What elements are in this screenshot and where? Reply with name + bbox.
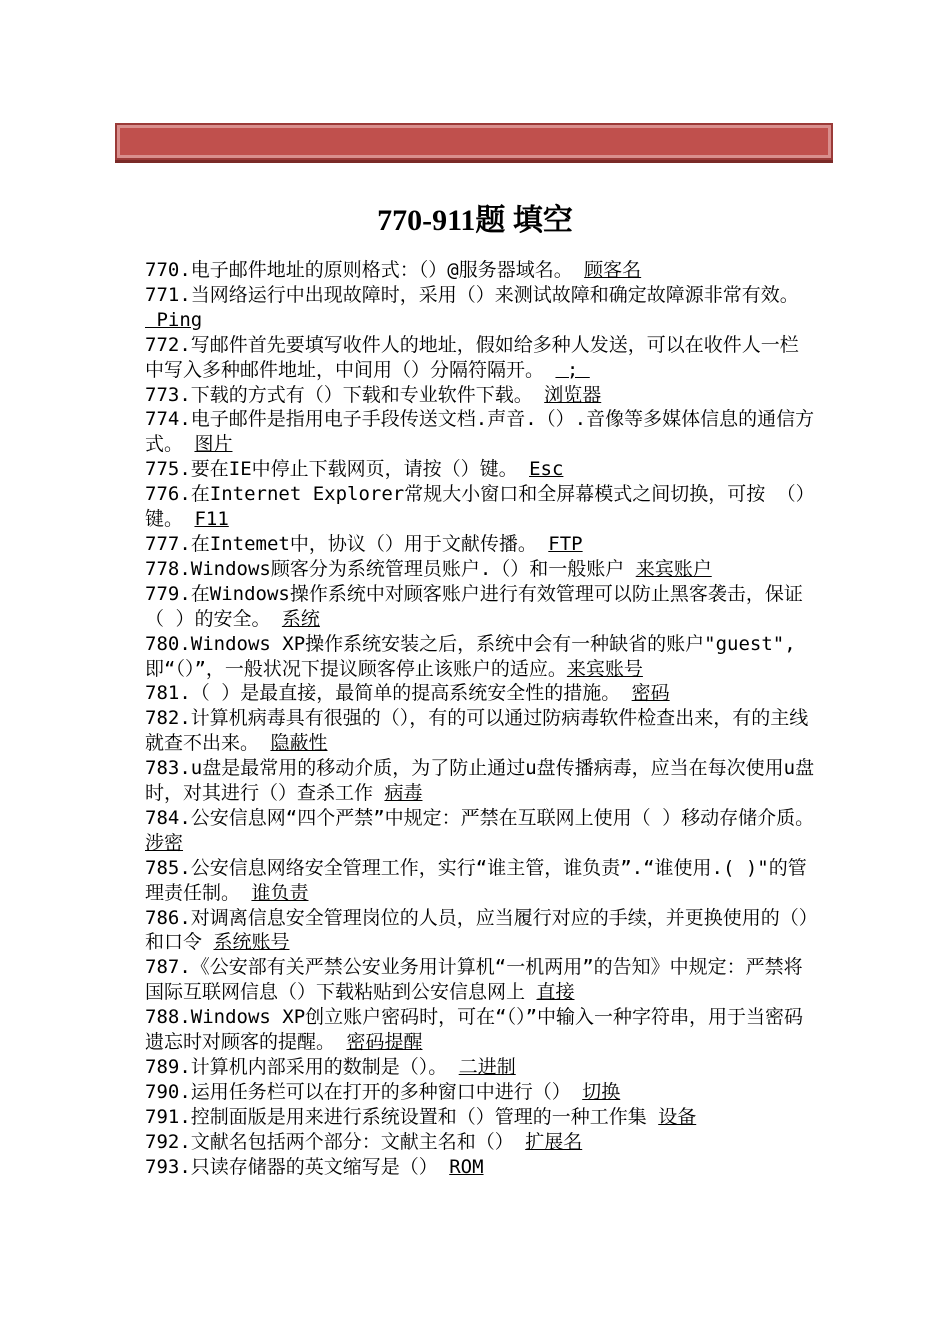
answer-text: 密码提醒 (346, 1031, 423, 1054)
answer-text: 切换 (582, 1080, 621, 1103)
question-item (145, 1155, 815, 1180)
question-text: 789.计算机内部采用的数制是（）。 (145, 1056, 459, 1078)
question-text: 787.《公安部有关严禁公安业务用计算机“一机两用”的告知》中规定：严禁将国际互联网信息（）下载粘贴到公安信息网上 (145, 956, 803, 1004)
question-item (145, 258, 815, 283)
answer-text: 系统 (281, 607, 320, 630)
question-text: 791.控制面版是用来进行系统设置和（）管理的一种工作集 (145, 1105, 659, 1128)
answer-text: 设备 (658, 1105, 697, 1128)
page-title: 770-911题 填空 (377, 204, 573, 237)
question-item (145, 955, 815, 1005)
question-text: 775.要在IE中停止下载网页，请按（）键。 (145, 458, 530, 481)
question-text: 779.在Windows操作系统中对顾客账户进行有效管理可以防止黑客袭击，保证（ ）的安全。 (145, 582, 803, 630)
answer-text: 谁负责 (251, 881, 309, 904)
answer-text: FTP (548, 532, 583, 555)
question-item (145, 383, 815, 408)
question-text: 776.在Internet Explorer常规大小窗口和全屏幕模式之间切换，可按 （）键。 (145, 483, 815, 531)
question-item (145, 856, 815, 906)
question-item (145, 806, 815, 856)
question-item (145, 1105, 815, 1130)
question-item (145, 557, 815, 582)
question-item (145, 1005, 815, 1055)
answer-text: Esc (529, 458, 564, 481)
question-item (145, 532, 815, 557)
question-text: 778.Windows顾客分为系统管理员账户.（）和一般账户 (145, 557, 636, 580)
answer-text: 系统账号 (213, 931, 290, 954)
question-item (145, 482, 815, 532)
question-text: 781.（ ）是最直接，最简单的提高系统安全性的措施。 (145, 682, 632, 705)
answer-text: F11 (194, 508, 229, 531)
answer-text: 浏览器 (544, 383, 602, 406)
question-item (145, 283, 815, 333)
question-text: 792.文献名包括两个部分：文献主名和（） (145, 1130, 526, 1153)
answer-text: 来宾账号 (566, 657, 643, 680)
answer-text: 扩展名 (525, 1130, 583, 1153)
question-list (145, 258, 815, 1180)
answer-text: 图片 (194, 433, 233, 456)
question-text: 772.写邮件首先要填写收件人的地址，假如给多种人发送，可以在收件人一栏中写入多种邮件地址，中间用（）分隔符隔开。 (145, 333, 799, 381)
question-text: 786.对调离信息安全管理岗位的人员，应当履行对应的手续，并更换使用的（）和口令 (145, 906, 809, 954)
question-text: 770.电子邮件地址的原则格式：（）@服务器域名。 (145, 259, 585, 281)
question-item (145, 706, 815, 756)
question-text: 773.下载的方式有（）下载和专业软件下载。 (145, 383, 545, 406)
question-text: 788.Windows XP创立账户密码时，可在“（）”中输入一种字符串，用于当密码遗忘时对顾客的提醒。 (145, 1006, 804, 1054)
answer-text: 来宾账户 (635, 557, 712, 580)
answer-text: 涉密 (145, 831, 184, 854)
question-item (145, 681, 815, 706)
question-text: 771.当网络运行中出现故障时，采用（）来测试故障和确定故障源非常有效。 (145, 283, 799, 306)
answer-text: 顾客名 (584, 259, 642, 281)
question-item (145, 906, 815, 956)
question-text: 780.Windows XP操作系统安装之后，系统中会有一种缺省的账户"guest",即“（）”，一般状况下提议顾客停止该账户的适应。 (145, 632, 796, 680)
answer-text: ; (555, 358, 590, 381)
question-item (145, 1055, 815, 1080)
answer-text: Ping (145, 308, 203, 331)
question-text: 793.只读存储器的英文缩写是（） (145, 1155, 450, 1178)
question-item (145, 756, 815, 806)
question-item (145, 457, 815, 482)
question-item (145, 407, 815, 457)
header-banner (115, 123, 833, 160)
question-item (145, 582, 815, 632)
answer-text: 密码 (631, 682, 670, 705)
question-text: 790.运用任务栏可以在打开的多种窗口中进行（） (145, 1080, 583, 1103)
answer-text: 病毒 (384, 782, 423, 805)
question-text: 784.公安信息网“四个严禁”中规定：严禁在互联网上使用（ ）移动存储介质。 (145, 806, 815, 829)
answer-text: 隐蔽性 (270, 732, 328, 755)
question-text: 777.在Intemet中，协议（）用于文献传播。 (145, 532, 549, 555)
question-text: 774.电子邮件是指用电子手段传送文档.声音.（）.音像等多媒体信息的通信方式。 (145, 408, 815, 456)
answer-text: 二进制 (458, 1056, 516, 1078)
answer-text: 直接 (536, 981, 575, 1004)
question-text: 782.计算机病毒具有很强的（），有的可以通过防病毒软件检查出来，有的主线就查不出来。 (145, 707, 809, 755)
question-item (145, 1080, 815, 1105)
question-text: 783.u盘是最常用的移动介质，为了防止通过u盘传播病毒，应当在每次使用u盘时，对其进行（）查杀工作 (145, 757, 815, 805)
question-text: 785.公安信息网络安全管理工作，实行“谁主管，谁负责”.“谁使用.( )"的管理责任制。 (145, 856, 807, 904)
question-item (145, 632, 815, 682)
question-item (145, 1130, 815, 1155)
answer-text: ROM (449, 1155, 484, 1178)
question-item (145, 333, 815, 383)
